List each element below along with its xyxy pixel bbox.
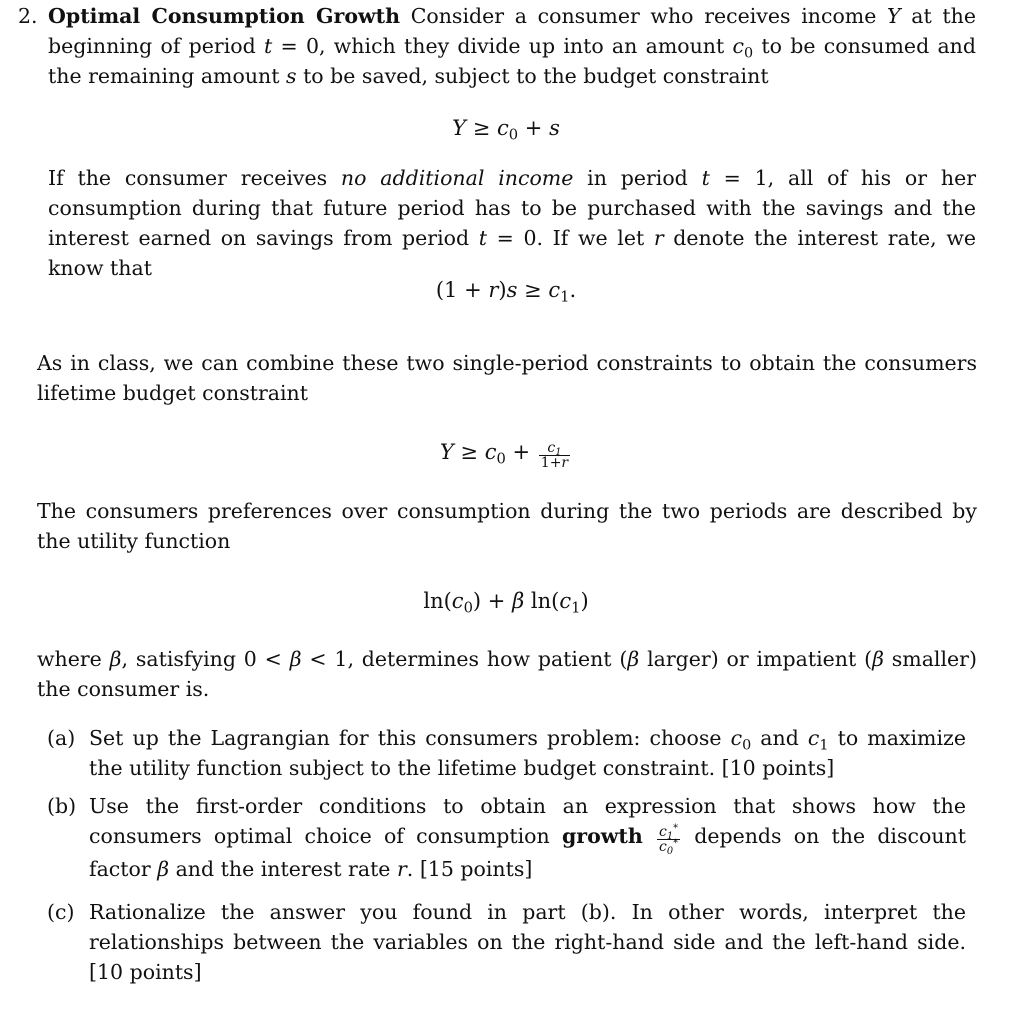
problem-title: Optimal Consumption Growth xyxy=(48,4,401,28)
equation-budget-period1: $(1 + r)s \ge c_1$. xyxy=(435,278,577,306)
equation-lifetime-budget: $Y \ge c_0$ + $\frac{c_1}{1+r}$ xyxy=(439,439,569,471)
part-b: (b) Use the first-order conditions to obtain an expression that shows how the consumers optimal choice of consumption growth $\frac{c_1^*}{c_0^*}$ depends on the discount factor β and the interest rate r. [15 points] xyxy=(89,791,966,884)
part-c-label: (c) xyxy=(47,900,75,924)
problem-intro: 2. Optimal Consumption Growth Consider a consumer who receives income Y at the beginning of period t = 0, which they divide up into an amount $c_0$ to be consumed and the remaining amount s to be saved, subject to the budget constraint xyxy=(48,1,976,91)
paragraph-combine: As in class, we can combine these two single-period constraints to obtain the consumers lifetime budget constraint xyxy=(37,351,977,405)
paragraph-beta: where β, satisfying 0 < β < 1, determines how patient (β larger) or impatient (β smaller) the consumer is. xyxy=(37,647,977,701)
fraction-c1star-over-c0star: $\frac{c_1^*}{c_0^*}$ xyxy=(659,822,678,857)
problem-number: 2. xyxy=(18,4,38,28)
part-c: (c) Rationalize the answer you found in part (b). In other words, interpret the relationships between the variables on the right-hand side and the left-hand side. [10 points] xyxy=(89,897,966,987)
part-a: (a) Set up the Lagrangian for this consumers problem: choose $c_0$ and $c_1$ to maximize the utility function subject to the lifetime budget constraint. [10 points] xyxy=(89,723,966,783)
paragraph-preferences: The consumers preferences over consumption during the two periods are described by the utility function xyxy=(37,499,977,553)
part-a-label: (a) xyxy=(47,726,76,750)
fraction-c1-over-1plusr: $\frac{c_1}{1+r}$ xyxy=(540,439,569,471)
equation-utility: $\ln(c_0) + \beta$ $\ln(c_1)$ xyxy=(423,589,589,617)
paragraph-no-income: If the consumer receives no additional income in period t = 1, all of his or her consumption during that future period has to be purchased with the savings and the interest earned on savings from period t = 0. If we let r denote the interest rate, we know that xyxy=(48,166,977,280)
part-b-label: (b) xyxy=(47,794,77,818)
equation-budget-period0: $Y \ge c_0 + s$ xyxy=(452,116,560,144)
